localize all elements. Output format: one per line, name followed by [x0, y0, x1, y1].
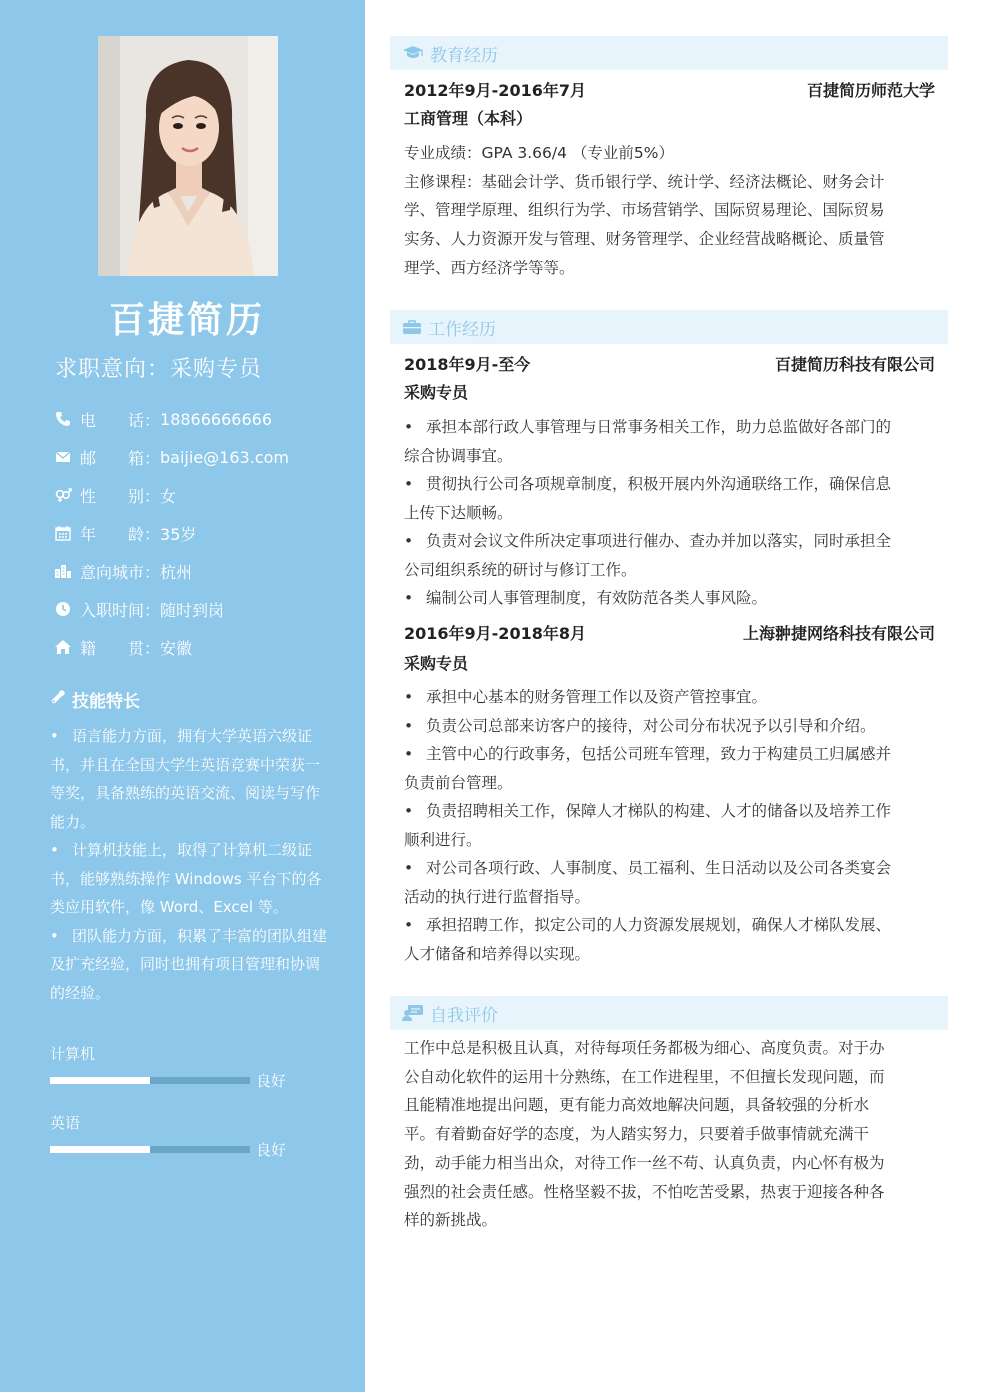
- education-line: 主修课程：基础会计学、货币银行学、统计学、经济法概论、财务会计: [404, 172, 885, 191]
- skill-item: • 语言能力方面，拥有大学英语六级证书，并且在全国大学生英语竞赛中荣获一等奖，具备熟练的英语交流、阅读与写作能力。: [50, 727, 321, 831]
- duty-line: 公司组织系统的研讨与修订工作。: [404, 560, 637, 579]
- skill-item-text: 计算机技能上，取得了计算机二级证书，能够熟练操作 Windows 平台下的各类应用软件，像 Word、Excel 等。: [50, 841, 322, 916]
- self-eval-line: 样的新挑战。: [404, 1211, 498, 1230]
- duty-line: • 对公司各项行政、人事制度、员工福利、生日活动以及公司各类宴会: [404, 859, 892, 877]
- education-period: 2012年9月-2016年7月: [404, 81, 586, 100]
- info-value: 18866666666: [160, 409, 272, 429]
- skill-bar-text: 良好: [256, 1141, 287, 1159]
- briefcase-icon: [402, 319, 422, 335]
- info-row-hometown: [54, 628, 354, 666]
- wrench-icon: [50, 689, 66, 710]
- job-company: 百捷简历科技有限公司: [774, 355, 935, 374]
- duty-line: • 负责对会议文件所决定事项进行催办、查办并加以落实，同时承担全: [404, 532, 892, 550]
- job-intent-label: 求职意向：: [55, 357, 171, 382]
- info-label: 邮 箱：: [80, 448, 161, 468]
- self-eval-line: 平。有着勤奋好学的态度，为人踏实努力，只要着手做事情就充满干: [404, 1125, 870, 1144]
- info-row-phone: [54, 400, 354, 438]
- self-eval-text: [404, 1034, 932, 1235]
- duty-line: 负责前台管理。: [404, 773, 513, 792]
- education-school: 百捷简历师范大学: [806, 81, 935, 100]
- job-intent-value: 采购专员: [170, 357, 263, 382]
- education-major: 工商管理（本科）: [404, 109, 533, 128]
- calendar-icon: [54, 524, 72, 542]
- info-label: 性 别：: [80, 486, 161, 506]
- skill-bar-label: 英语: [50, 1114, 81, 1132]
- skill-item-text: 语言能力方面，拥有大学英语六级证书，并且在全国大学生英语竞赛中荣获一等奖，具备熟练的英语交流、阅读与写作能力。: [50, 727, 321, 831]
- job-period: 2016年9月-2018年8月: [404, 624, 586, 643]
- section-title: 教育经历: [430, 45, 498, 66]
- info-value: 女: [160, 486, 177, 506]
- education-details: [404, 139, 932, 283]
- section-education-header: [390, 36, 948, 70]
- graduation-cap-icon: [402, 45, 424, 61]
- duty-line: • 负责招聘相关工作，保障人才梯队的构建、人才的储备以及培养工作: [404, 802, 892, 820]
- info-row-age: [54, 514, 354, 552]
- self-eval-line: 工作中总是积极且认真，对待每项任务都极为细心、高度负责。对于办: [404, 1039, 885, 1057]
- skill-bar-track: [50, 1077, 250, 1084]
- skill-bar-english: [50, 1112, 286, 1160]
- job-position: 采购专员: [404, 383, 469, 402]
- duty-line: • 贯彻执行公司各项规章制度，积极开展内外沟通联络工作，确保信息: [404, 475, 892, 493]
- profile-photo: [98, 36, 278, 276]
- clock-icon: [54, 600, 72, 618]
- skill-item: • 团队能力方面，积累了丰富的团队组建及扩充经验，同时也拥有项目管理和协调的经验。: [50, 926, 328, 1002]
- info-label: 年 龄：: [80, 524, 161, 544]
- duty-line: 顺利进行。: [404, 830, 482, 849]
- info-label: 籍 贯：: [80, 638, 161, 658]
- home-icon: [54, 638, 72, 656]
- skills-list: [50, 722, 330, 1007]
- job-duties-list: [404, 683, 934, 968]
- education-line: 学、管理学原理、组织行为学、市场营销学、国际贸易理论、国际贸易: [404, 201, 885, 220]
- duty-line: 上传下达顺畅。: [404, 503, 513, 522]
- sidebar: [0, 0, 365, 1392]
- education-line: 专业成绩：GPA 3.66/4 （专业前5%）: [404, 144, 675, 162]
- skill-item-text: 团队能力方面，积累了丰富的团队组建及扩充经验，同时也拥有项目管理和协调的经验。: [50, 926, 328, 1002]
- info-value: 杭州: [160, 562, 193, 582]
- skill-item: • 计算机技能上，取得了计算机二级证书，能够熟练操作 Windows 平台下的各类应用软件，像 Word、Excel 等。: [50, 841, 322, 916]
- info-row-city: [54, 552, 354, 590]
- skill-bar-label: 计算机: [50, 1045, 96, 1063]
- education-line: 实务、人力资源开发与管理、财务管理学、企业经营战略概论、质量管: [404, 230, 885, 249]
- info-label: 入职时间：: [80, 600, 161, 620]
- section-title: 自我评价: [430, 1005, 498, 1026]
- duty-line: • 编制公司人事管理制度，有效防范各类人事风险。: [404, 589, 768, 607]
- info-label: 意向城市：: [80, 562, 161, 582]
- self-eval-line: 公自动化软件的运用十分熟练，在工作进程里，不但擅长发现问题，而: [404, 1067, 885, 1086]
- section-work-header: [390, 310, 948, 344]
- info-value: 35岁: [160, 524, 197, 544]
- job-entry-head: [404, 621, 935, 644]
- duty-line: • 承担中心基本的财务管理工作以及资产管控事宜。: [404, 688, 768, 706]
- skill-bar-fill: [50, 1077, 150, 1084]
- city-icon: [54, 562, 72, 580]
- skills-title-text: 技能特长: [72, 692, 140, 712]
- job-company: 上海翀捷网络科技有限公司: [742, 624, 935, 643]
- skill-bar-track: [50, 1146, 250, 1153]
- self-eval-line: 强烈的社会责任感。性格坚毅不拔，不怕吃苦受累，热衷于迎接各种各: [404, 1182, 885, 1201]
- duty-line: • 承担本部行政人事管理与日常事务相关工作，助力总监做好各部门的: [404, 418, 892, 436]
- self-eval-line: 且能精准地提出问题，更有能力高效地解决问题，具备较强的分析水: [404, 1096, 870, 1115]
- job-position: 采购专员: [404, 654, 469, 673]
- duty-line: 人才储备和培养得以实现。: [404, 944, 591, 963]
- info-value: baijie@163.com: [160, 447, 289, 467]
- education-entry-head: [404, 78, 935, 101]
- candidate-name: 百捷简历: [108, 300, 265, 341]
- chat-user-icon: [402, 1004, 424, 1022]
- info-value: 安徽: [160, 638, 193, 658]
- info-row-start: [54, 590, 354, 628]
- phone-icon: [54, 410, 72, 428]
- duty-line: 综合协调事宜。: [404, 446, 513, 465]
- job-duties-list: [404, 413, 934, 613]
- section-self-eval-header: [390, 996, 948, 1030]
- education-line: 理学、西方经济学等等。: [404, 258, 575, 277]
- contact-info-list: [54, 400, 354, 666]
- gender-icon: [54, 486, 72, 504]
- skill-bar-text: 良好: [256, 1072, 287, 1090]
- duty-line: 活动的执行进行监督指导。: [404, 887, 591, 906]
- mail-icon: [54, 448, 72, 466]
- duty-line: • 负责公司总部来访客户的接待，对公司分布状况予以引导和介绍。: [404, 716, 876, 735]
- info-row-email: [54, 438, 354, 476]
- job-entry-head: [404, 352, 935, 375]
- info-label: 电 话：: [80, 410, 161, 430]
- skill-bar-computer: [50, 1043, 286, 1091]
- section-title: 工作经历: [428, 319, 496, 340]
- skills-title: [50, 687, 140, 712]
- skill-bar-fill: [50, 1146, 150, 1153]
- job-period: 2018年9月-至今: [404, 355, 531, 374]
- self-eval-line: 劲，动手能力相当出众，对待工作一丝不苟、认真负责，内心怀有极为: [404, 1153, 885, 1172]
- duty-line: • 承担招聘工作，拟定公司的人力资源发展规划，确保人才梯队发展、: [404, 916, 892, 934]
- info-value: 随时到岗: [160, 600, 225, 620]
- job-intent: [55, 352, 262, 383]
- info-row-gender: [54, 476, 354, 514]
- duty-line: • 主管中心的行政事务，包括公司班车管理，致力于构建员工归属感并: [404, 745, 892, 763]
